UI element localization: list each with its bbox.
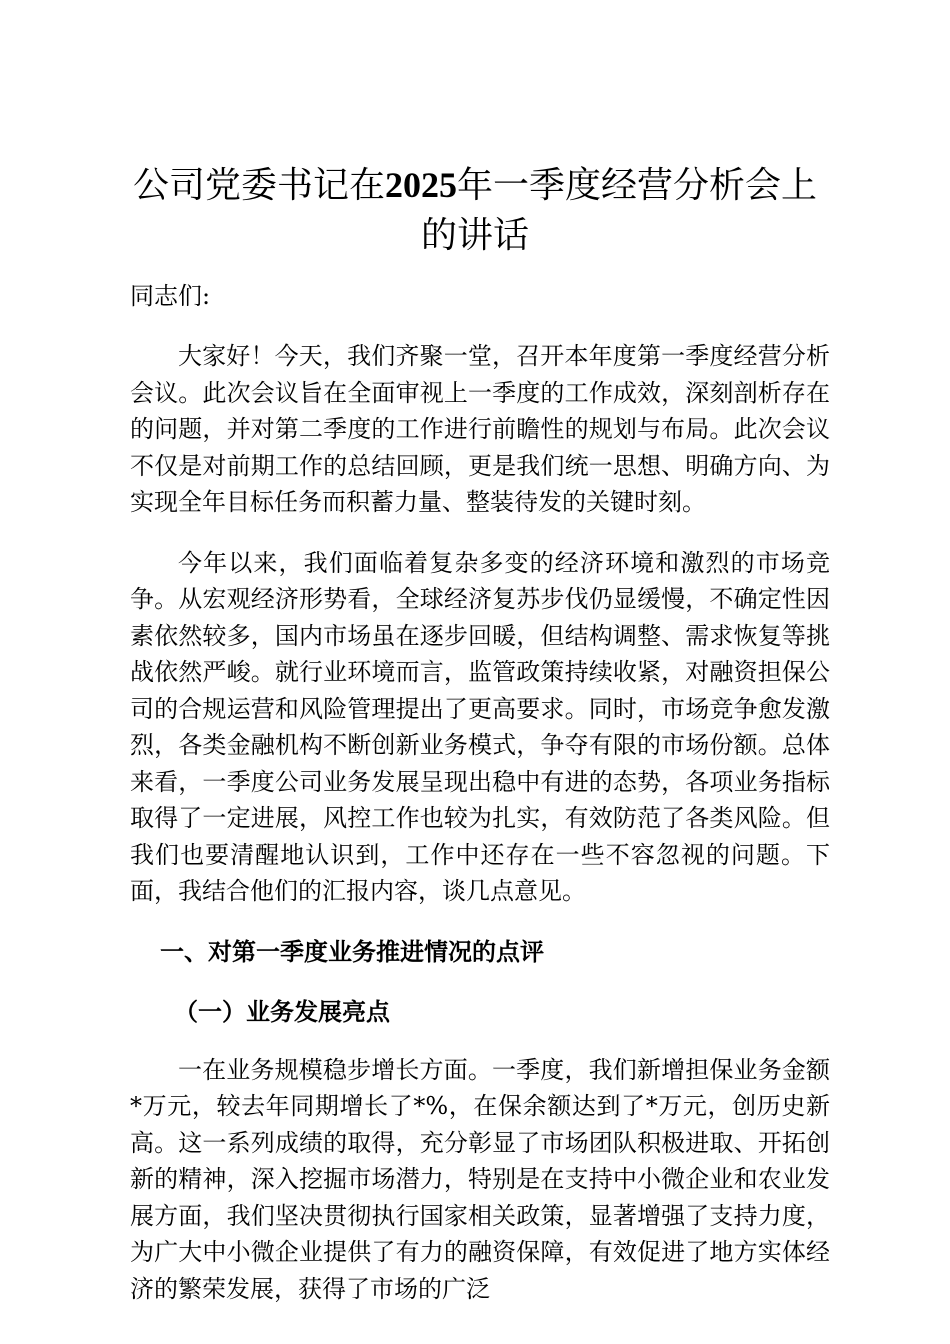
title-part-2: 年一季度经营分析会上的讲话 [420, 165, 818, 256]
section-heading: 一、对第一季度业务推进情况的点评 [160, 936, 544, 966]
title-year: 2025 [385, 165, 457, 205]
subsection-heading: （一）业务发展亮点 [174, 996, 390, 1026]
document-body [130, 278, 830, 1307]
paragraph-opening: 大家好！今天，我们齐聚一堂，召开本年度第一季度经营分析会议。此次会议旨在全面审视上一季度的工作成效，深刻剖析存在的问题，并对第二季度的工作进行前瞻性的规划与布局。此次会议不仅是对前期工作的总结回顾，更是我们统一思想、明确方向、为实现全年目标任务而积蓄力量、整装待发的关键时刻。 [130, 342, 830, 516]
paragraph-situation: 今年以来，我们面临着复杂多变的经济环境和激烈的市场竞争。从宏观经济形势看，全球经济复苏步伐仍显缓慢，不确定性因素依然较多，国内市场虽在逐步回暖，但结构调整、需求恢复等挑战依然严峻。就行业环境而言，监管政策持续收紧，对融资担保公司的合规运营和风险管理提出了更高要求。同时，市场竞争愈发激烈，各类金融机构不断创新业务模式，争夺有限的市场份额。总体来看，一季度公司业务发展呈现出稳中有进的态势，各项业务指标取得了一定进展，风控工作也较为扎实，有效防范了各类风险。但我们也要清醒地认识到，工作中还存在一些不容忽视的问题。下面，我结合他们的汇报内容，谈几点意见。 [130, 548, 830, 905]
title-part-1: 公司党委书记在 [132, 165, 385, 206]
greeting: 同志们: [130, 282, 211, 310]
document-title [120, 160, 830, 261]
paragraph-business-growth: 一在业务规模稳步增长方面。一季度，我们新增担保业务金额*万元，较去年同期增长了*%，在保余额达到了*万元，创历史新高。这一系列成绩的取得，充分彰显了市场团队积极进取、开拓创新的精神，深入挖掘市场潜力，特别是在支持中小微企业和农业发展方面，我们坚决贯彻执行国家相关政策，显著增强了支持力度，为广大中小微企业提供了有力的融资保障，有效促进了地方实体经济的繁荣发展，获得了市场的广泛 [130, 1055, 830, 1303]
